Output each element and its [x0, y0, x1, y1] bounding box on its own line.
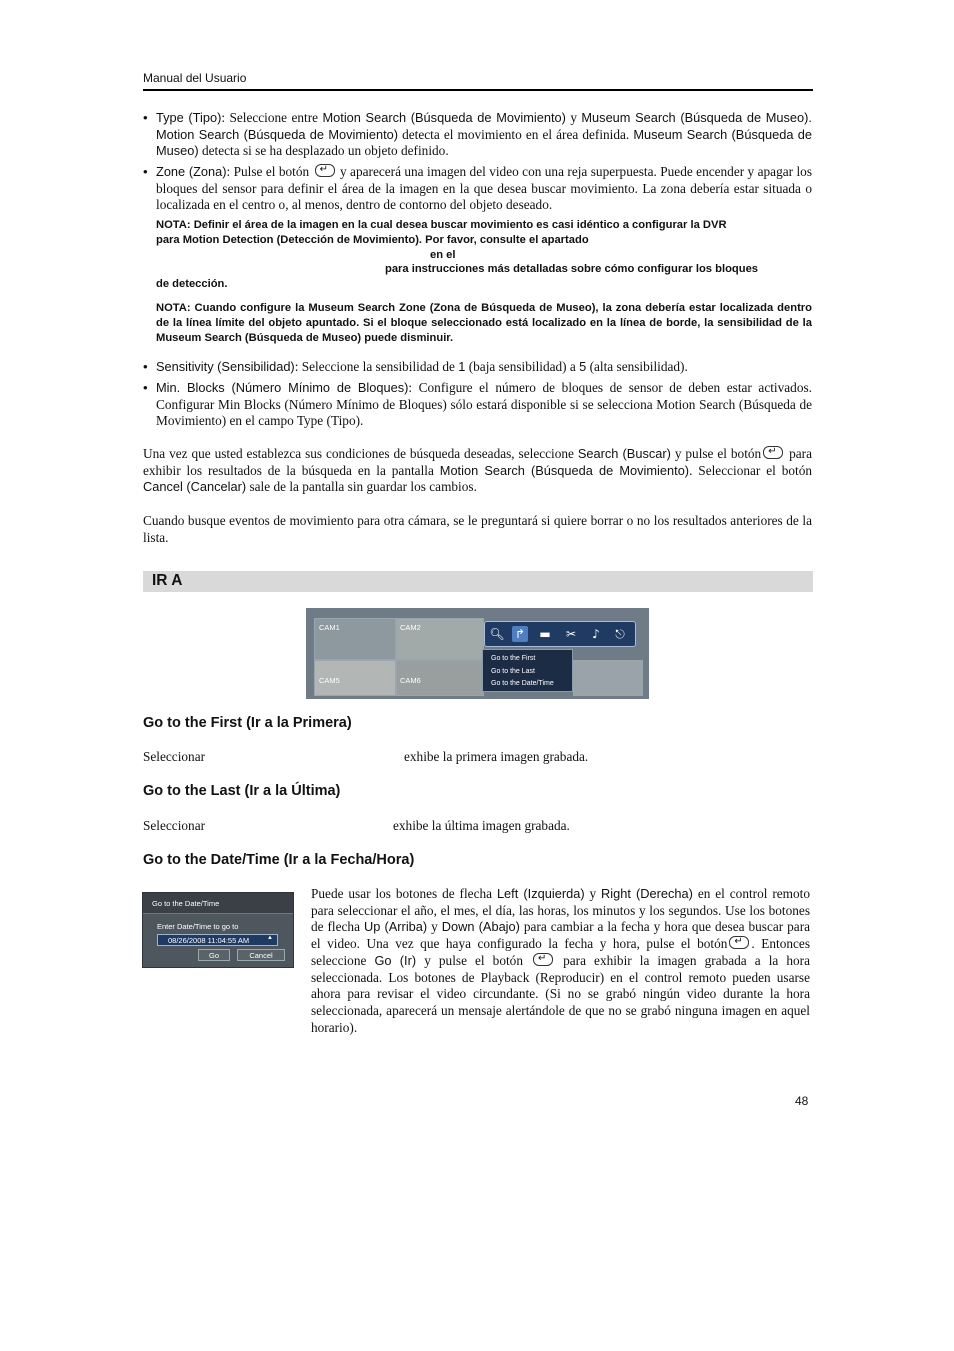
go-last-text-left: Seleccionar: [143, 818, 206, 833]
camera-label: CAM6: [400, 676, 421, 685]
spin-icon: ▲: [267, 935, 273, 941]
section-title: IR A: [152, 572, 183, 589]
camera-label: CAM1: [319, 623, 340, 632]
date-time-field[interactable]: [157, 934, 278, 946]
bullet-dot: •: [143, 110, 148, 125]
enter-icon: [315, 164, 335, 177]
header-rule: [143, 89, 813, 91]
term-type: Type (Tipo): [156, 110, 222, 125]
bullet-dot: •: [143, 164, 148, 179]
text: Una vez que usted establezca sus condiciones de búsqueda deseadas, seleccione: [143, 446, 578, 461]
date-time-value: 08/26/2008 11:04:55 AM: [168, 936, 250, 945]
term-motion-search: Motion Search (Búsqueda de Movimiento): [439, 462, 690, 478]
term-min-blocks: Min. Blocks (Número Mínimo de Bloques): [156, 380, 409, 395]
go-first-text-left: Seleccionar: [143, 749, 206, 764]
bullet-dot: •: [143, 380, 148, 395]
note-1-line-5: de detección.: [156, 278, 228, 290]
text: para exhibir la imagen grabada a la hora seleccionada. Los botones de Playback (Reproducir) en el control remoto pueden usarse ahora para revisar el video circundante. (Si no se grabó ningún video durante la hora seleccionada, aparecerá un mensaje alertándole de que no se grabó ninguna imagen en aquel horario).: [311, 952, 810, 1035]
value-min: 1: [458, 359, 466, 374]
paragraph-other-camera: Cuando busque eventos de movimiento para otra cámara, se le preguntará si quiere borrar o no los resultados anteriores de la lista.: [143, 513, 812, 545]
term-museum-search: Museum Search (Búsqueda de Museo). Motion Search (Búsqueda de Movimiento): [156, 110, 812, 142]
enter-icon: [729, 936, 749, 949]
bullet-dot: •: [143, 359, 148, 374]
page-header: Manual del Usuario: [143, 71, 247, 85]
term-museum-search-2: Museum Search (Búsqueda de Museo): [156, 126, 812, 159]
heading-go-date-time: Go to the Date/Time (Ir a la Fecha/Hora): [143, 852, 415, 868]
text: detecta el movimiento en el área definida.: [398, 126, 634, 142]
note-1-line-4: para instrucciones más detalladas sobre cómo configurar los bloques: [385, 263, 759, 275]
go-first-text-right: exhibe la primera imagen grabada.: [404, 749, 589, 764]
go-button[interactable]: [198, 949, 230, 961]
term-right: Right (Derecha): [601, 886, 693, 901]
search-icon[interactable]: 🔍︎: [489, 627, 505, 641]
go-last-text-right: exhibe la última imagen grabada.: [393, 818, 570, 833]
text: para exhibir los resultados de la búsqueda en la pantalla: [143, 446, 812, 478]
screenshot-goto-menu: [306, 608, 649, 699]
go-button-label: Go: [208, 951, 219, 960]
page-number: 48: [795, 1094, 809, 1108]
bullet-min-blocks: [143, 380, 812, 430]
enter-icon: [533, 953, 553, 966]
screenshot-goto-date-time: [142, 892, 294, 968]
value-max: 5: [579, 359, 587, 374]
text: : Configure el número de bloques de sensor de deben estar activados. Configurar Min Blocks (Número Mínimo de Bloques) sólo estará disponible si se selecciona Motion Search (Búsqueda de Movimiento) en el campo Type (Tipo).: [156, 380, 812, 429]
note-1-line-3: en el: [430, 249, 456, 261]
term-zone: Zone (Zona): [156, 164, 227, 179]
text: y: [427, 919, 442, 935]
text: detecta si se ha desplazado un objeto definido.: [198, 143, 449, 159]
camera-tile: [573, 660, 643, 696]
note-1-line-1: NOTA: Definir el área de la imagen en la cual desea buscar movimiento es casi idéntico a configurar la DVR: [156, 219, 727, 231]
playback-toolbar: [484, 621, 636, 647]
text: (alta sensibilidad).: [586, 359, 688, 374]
bullet-zone: [143, 164, 812, 214]
dialog-title-bar: [143, 893, 293, 914]
text: . Entonces seleccione: [311, 936, 810, 968]
camera-label: CAM2: [400, 623, 421, 632]
note-2: NOTA: Cuando configure la Museum Search Zone (Zona de Búsqueda de Museo), la zona debería estar localizada dentro de la línea límite del objeto apuntado. Si el bloque seleccionado está localizado en la línea de borde, la sensibilidad de la Museum Search (Búsqueda de Museo) puede disminuir.: [156, 302, 812, 344]
text: para cambiar a la fecha y hora que desea buscar para el video. Una vez que haya configurado la fecha y hora, pulse el botón: [311, 919, 811, 952]
dialog-title: Go to the Date/Time: [152, 899, 220, 908]
term-cancel: Cancel (Cancelar): [143, 479, 247, 495]
term-left: Left (Izquierda): [496, 886, 585, 901]
text: y pulse el botón: [670, 446, 762, 461]
text: y: [565, 110, 582, 125]
text: sale de la pantalla sin guardar los cambios.: [246, 479, 477, 495]
goto-menu: [482, 649, 573, 692]
term-go: Go (Ir): [374, 952, 417, 968]
section-heading-bar: [143, 571, 813, 592]
text: y aparecerá una imagen del video con una reja superpuesta. Puede encender y apagar los bloques del sensor para definir el área de la imagen en la que desea buscar movimiento. La zona debería estar situada o localizada en el centro o, al menos, dentro de contorno del objeto deseado.: [156, 164, 812, 213]
goto-icon[interactable]: ↱: [512, 626, 528, 642]
dialog-label: Enter Date/Time to go to: [157, 922, 239, 931]
term-search: Search (Buscar): [577, 446, 671, 461]
text: y: [584, 886, 602, 901]
note-1-line-2: para Motion Detection (Detección de Movimiento). Por favor, consulte el apartado: [156, 234, 589, 246]
alarm-bell-icon[interactable]: ♪: [592, 627, 600, 641]
cancel-button[interactable]: [237, 949, 285, 961]
enter-icon: [763, 446, 783, 459]
text: : Seleccione entre: [221, 110, 323, 125]
paragraph-date-time: [311, 886, 810, 1036]
cancel-button-label: Cancel: [249, 951, 273, 960]
menu-item-go-first[interactable]: Go to the First: [491, 655, 536, 662]
text: (baja sensibilidad) a: [465, 359, 580, 374]
term-down: Down (Abajo): [441, 919, 520, 935]
heading-go-last: Go to the Last (Ir a la Última): [143, 783, 341, 799]
heading-go-first: Go to the First (Ir a la Primera): [143, 715, 352, 731]
menu-item-go-date-time[interactable]: Go to the Date/Time: [491, 680, 554, 687]
term-up: Up (Arriba): [363, 919, 428, 935]
bullet-type: [143, 110, 812, 160]
text: y pulse el botón: [416, 952, 532, 968]
camera-label: CAM5: [319, 676, 340, 685]
exit-icon[interactable]: ⎋: [615, 627, 625, 641]
term-sensitivity: Sensitivity (Sensibilidad): [156, 359, 295, 374]
text: : Seleccione la sensibilidad de: [294, 359, 459, 374]
image-icon[interactable]: ▬: [539, 627, 551, 641]
bullet-sensitivity: [143, 359, 812, 376]
paragraph-search: [143, 446, 812, 496]
clip-icon[interactable]: ✂: [565, 627, 577, 641]
text: en el control remoto para seleccionar el año, el mes, el día, las horas, los minutos y los segundos. Use los botones de flecha: [311, 886, 810, 935]
term-motion-search: Motion Search (Búsqueda de Movimiento): [322, 110, 566, 125]
text: : Pulse el botón: [226, 164, 313, 179]
text: . Seleccionar el botón: [689, 462, 812, 478]
text: Puede usar los botones de flecha: [311, 886, 497, 901]
menu-item-go-last[interactable]: Go to the Last: [491, 668, 535, 675]
